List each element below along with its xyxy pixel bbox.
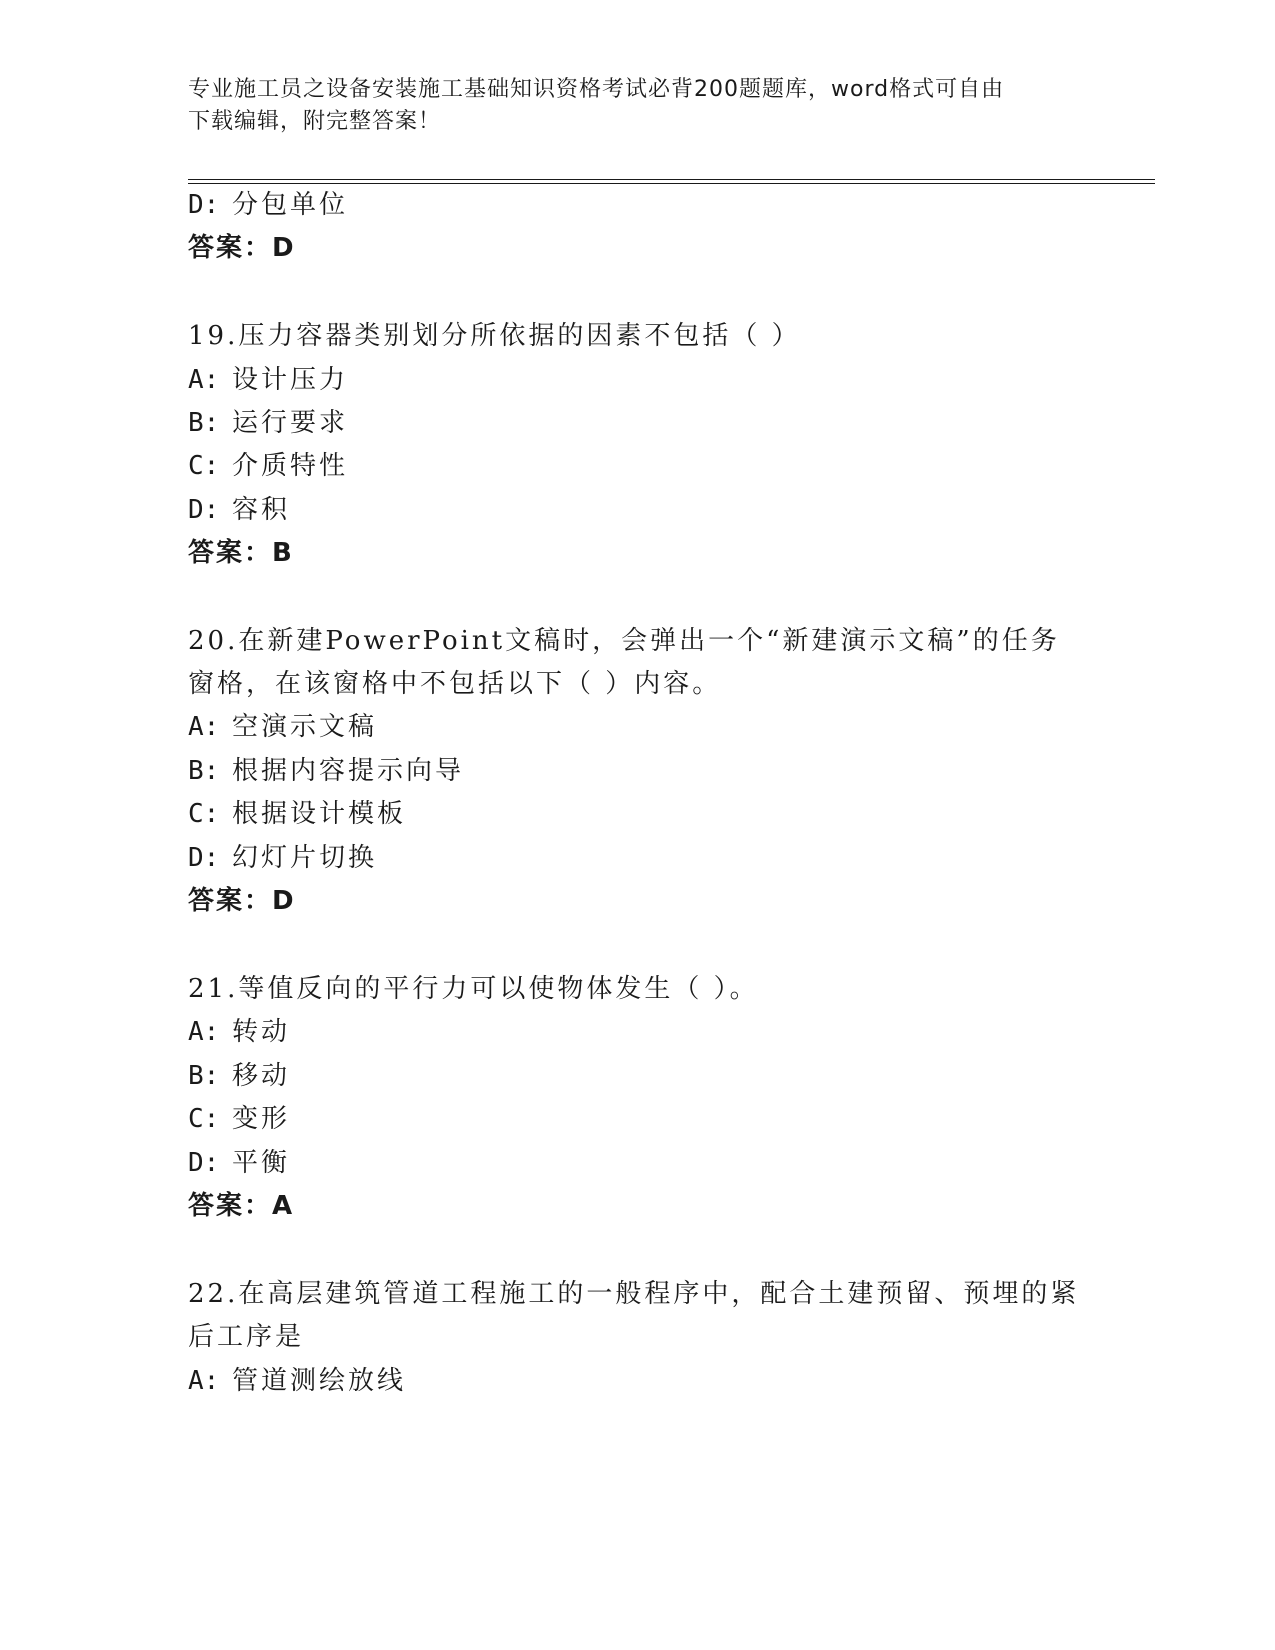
option-letter: D:	[188, 843, 220, 873]
option-b	[188, 406, 348, 440]
option-text: 根据设计模板	[232, 799, 407, 829]
question-20-stem-line-2: 窗格，在该窗格中不包括以下（ ）内容。	[188, 669, 722, 699]
option-a	[188, 1015, 290, 1049]
option-letter: A:	[188, 712, 220, 742]
document-header	[188, 74, 1068, 138]
option-d	[188, 493, 290, 527]
question-21-stem: 21.等值反向的平行力可以使物体发生（ ）。	[188, 974, 759, 1004]
answer-line: 答案：B	[188, 538, 294, 568]
header-rule-top	[188, 179, 1155, 180]
question-22-stem-line-1: 22.在高层建筑管道工程施工的一般程序中，配合土建预留、预埋的紧	[188, 1279, 1080, 1309]
option-letter: A:	[188, 365, 220, 395]
option-letter: C:	[188, 799, 220, 829]
option-letter: B:	[188, 1061, 220, 1091]
option-text: 管道测绘放线	[232, 1366, 407, 1396]
option-c	[188, 797, 406, 831]
option-text: 设计压力	[232, 365, 349, 395]
header-line-2: 下载编辑，附完整答案！	[188, 109, 442, 134]
option-text: 转动	[232, 1017, 291, 1047]
option-c	[188, 449, 348, 483]
question-19-stem: 19.压力容器类别划分所依据的因素不包括（ ）	[188, 321, 801, 351]
question-20-stem-line-1: 20.在新建PowerPoint文稿时，会弹出一个“新建演示文稿”的任务	[188, 626, 1060, 656]
option-c	[188, 1102, 290, 1136]
option-text: 幻灯片切换	[232, 843, 378, 873]
option-letter: B:	[188, 408, 220, 438]
option-letter: D:	[188, 495, 220, 525]
option-b	[188, 754, 464, 788]
option-letter: C:	[188, 451, 220, 481]
answer-line: 答案：D	[188, 233, 296, 263]
option-letter: B:	[188, 756, 220, 786]
answer-line: 答案：D	[188, 886, 296, 916]
header-rule-bottom	[188, 183, 1155, 184]
option-letter: A:	[188, 1366, 220, 1396]
option-text: 运行要求	[232, 408, 349, 438]
option-text: 介质特性	[232, 451, 349, 481]
option-d	[188, 188, 348, 222]
option-b	[188, 1059, 290, 1093]
option-text: 平衡	[232, 1148, 291, 1178]
option-letter: A:	[188, 1017, 220, 1047]
option-text: 移动	[232, 1061, 291, 1091]
option-text: 变形	[232, 1104, 291, 1134]
option-text: 空演示文稿	[232, 712, 378, 742]
header-line-1: 专业施工员之设备安装施工基础知识资格考试必背200题题库，word格式可自由	[188, 77, 1005, 102]
option-letter: D:	[188, 190, 220, 220]
option-d	[188, 841, 377, 875]
option-text: 根据内容提示向导	[232, 756, 465, 786]
option-d	[188, 1146, 290, 1180]
option-letter: D:	[188, 1148, 220, 1178]
option-text: 分包单位	[232, 190, 349, 220]
option-a	[188, 710, 377, 744]
question-22-stem-line-2: 后工序是	[188, 1322, 305, 1352]
option-letter: C:	[188, 1104, 220, 1134]
option-a	[188, 363, 348, 397]
option-a	[188, 1364, 406, 1398]
option-text: 容积	[232, 495, 291, 525]
answer-line: 答案：A	[188, 1191, 295, 1221]
